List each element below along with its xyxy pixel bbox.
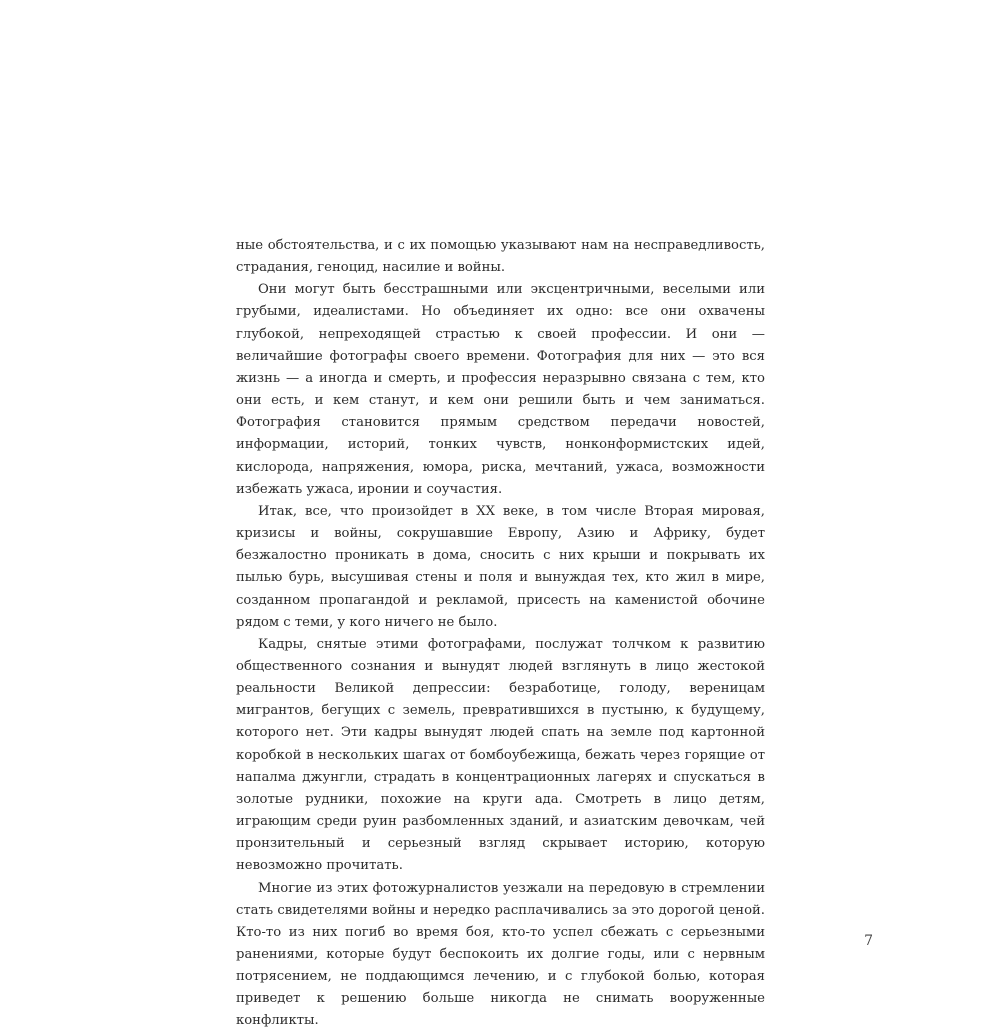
paragraph: Кадры, снятые этими фотографами, послужат толчком к развитию общественного сознания и вынудят людей взглянуть в лицо жестокой реальности Великой депрессии: безработице, голоду, вереницам мигрантов, бегущих с земель, превратившихся в пустыню, к будущему, которого нет. Эти кадры вынудят людей спать на земле под картонной коробкой в нескольких шагах от бомбоубежища, бежать через горящие от напалма джунгли, страдать в концентрационных лагерях и спускаться в золотые рудники, похожие на круги ада. Смотреть в лицо детям, играющим среди руин разбомленных зданий, и азиатским девочкам, чей пронзительный и серьезный взгляд скрывает историю, которую невозможно прочитать. xyxy=(236,636,765,874)
paragraph-continuation: ные обстоятельства, и с их помощью указывают нам на несправедливость, страдания, геноцид, насилие и войны. xyxy=(236,238,765,276)
paragraph: Многие из этих фотожурналистов уезжали на передовую в стремлении стать свидетелями войны и нередко расплачивались за это дорогой ценой. Кто-то из них погиб во время боя, кто-то успел сбежать с серьезными ранениями, которые будут беспокоить их долгие годы, или с нервным потрясением, не поддающимся лечению, и с глубокой болью, которая приведет к решению больше никогда не снимать вооруженные конфликты. xyxy=(236,880,765,1029)
body-text xyxy=(236,235,765,1033)
paragraph: Они могут быть бесстрашными или эксцентричными, веселыми или грубыми, идеалистами. Но объединяет их одно: все они охвачены глубокой, непреходящей страстью к своей профессии. И они — величайшие фотографы своего времени. Фотография для них — это вся жизнь — а иногда и смерть, и профессия неразрывно связана с тем, кто они есть, и кем станут, и кем они решили быть и чем заниматься. Фотография становится прямым средством передачи новостей, информации, историй, тонких чувств, нонконформистских идей, кислорода, напряжения, юмора, риска, мечтаний, ужаса, возможности избежать ужаса, иронии и соучастия. xyxy=(236,282,765,497)
paragraph: Итак, все, что произойдет в XX веке, в том числе Вторая мировая, кризисы и войны, сокрушавшие Европу, Азию и Африку, будет безжалостно проникать в дома, сносить с них крыши и покрывать их пылью бурь, высушивая стены и поля и вынуждая тех, кто жил в мире, созданном пропагандой и рекламой, присесть на каменистой обочине рядом с теми, у кого ничего не было. xyxy=(236,503,765,630)
page-number: 7 xyxy=(864,933,873,949)
